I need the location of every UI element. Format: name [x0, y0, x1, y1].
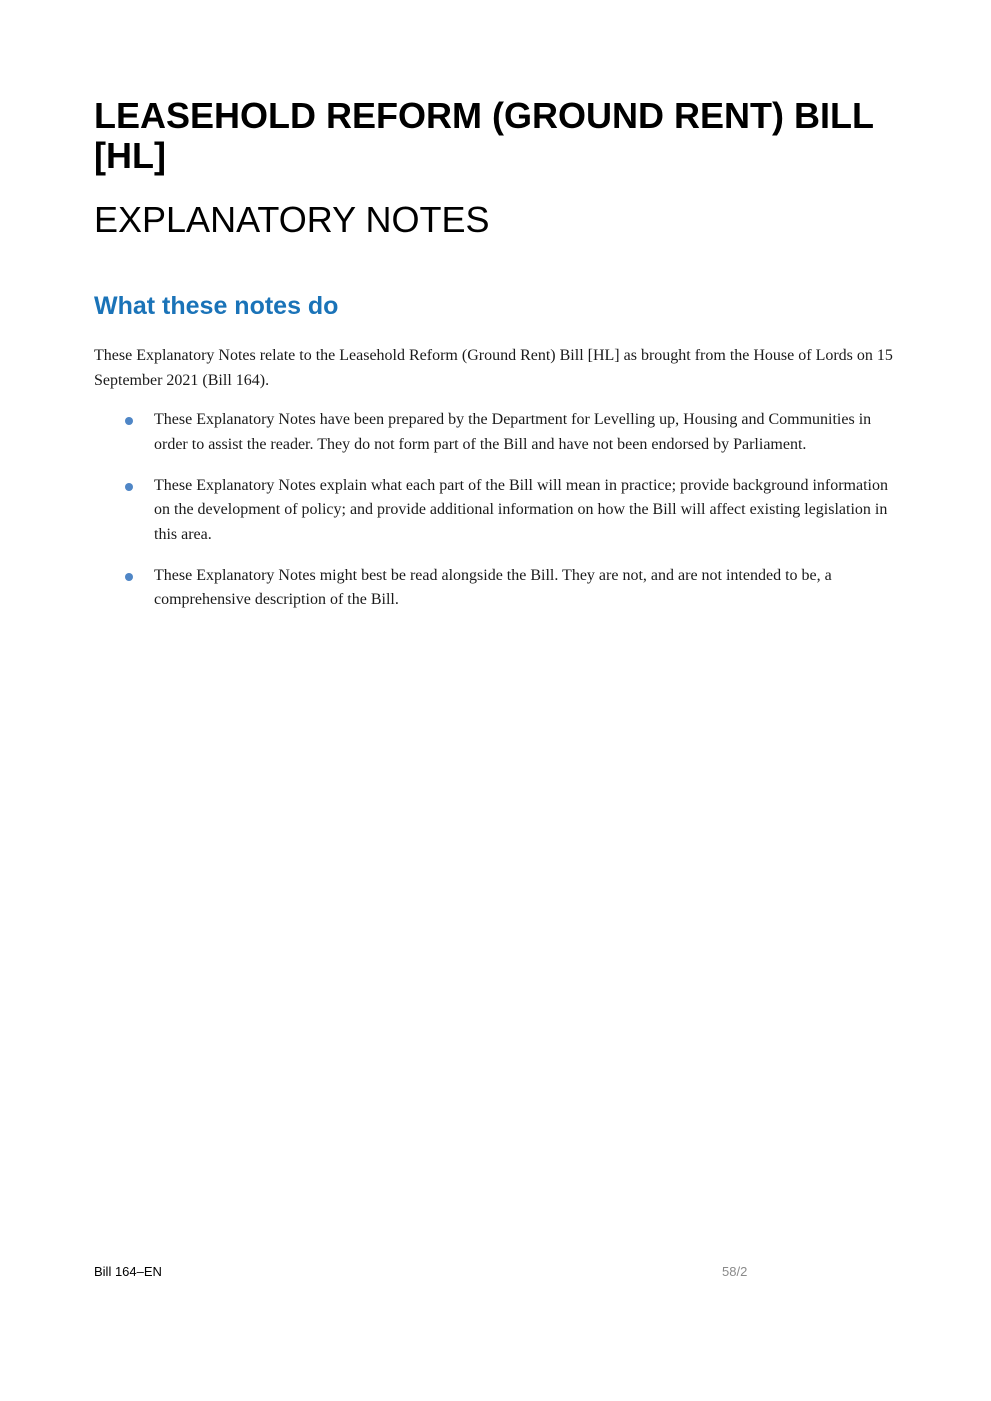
document-title: LEASEHOLD REFORM (GROUND RENT) BILL [HL]	[94, 95, 874, 176]
bullet-item	[94, 474, 899, 548]
bullet-item	[94, 408, 899, 457]
footer-bill-reference: Bill 164–EN	[94, 1264, 162, 1279]
intro-paragraph: These Explanatory Notes relate to the Leasehold Reform (Ground Rent) Bill [HL] as brought from the House of Lords on 15 September 2021 (Bill 164).	[94, 347, 893, 389]
bullet-item	[94, 564, 899, 613]
bullet-text: These Explanatory Notes have been prepared by the Department for Levelling up, Housing and Communities in order to assist the reader. They do not form part of the Bill and have not been endorsed by Parliament.	[154, 411, 872, 453]
bullet-text: These Explanatory Notes might best be read alongside the Bill. They are not, and are not intended to be, a comprehensive description of the Bill.	[154, 566, 832, 608]
bullet-text: These Explanatory Notes explain what each part of the Bill will mean in practice; provide background information on the development of policy; and provide additional information on how the Bill will affect existing legislation in this area.	[154, 476, 888, 543]
bullet-list	[94, 408, 899, 629]
section-heading: What these notes do	[94, 292, 339, 320]
footer-page-reference: 58/2	[722, 1264, 748, 1279]
bullet-dot-icon	[125, 573, 133, 581]
bullet-dot-icon	[125, 417, 133, 425]
document-subtitle: EXPLANATORY NOTES	[94, 199, 490, 240]
bullet-dot-icon	[125, 483, 133, 491]
